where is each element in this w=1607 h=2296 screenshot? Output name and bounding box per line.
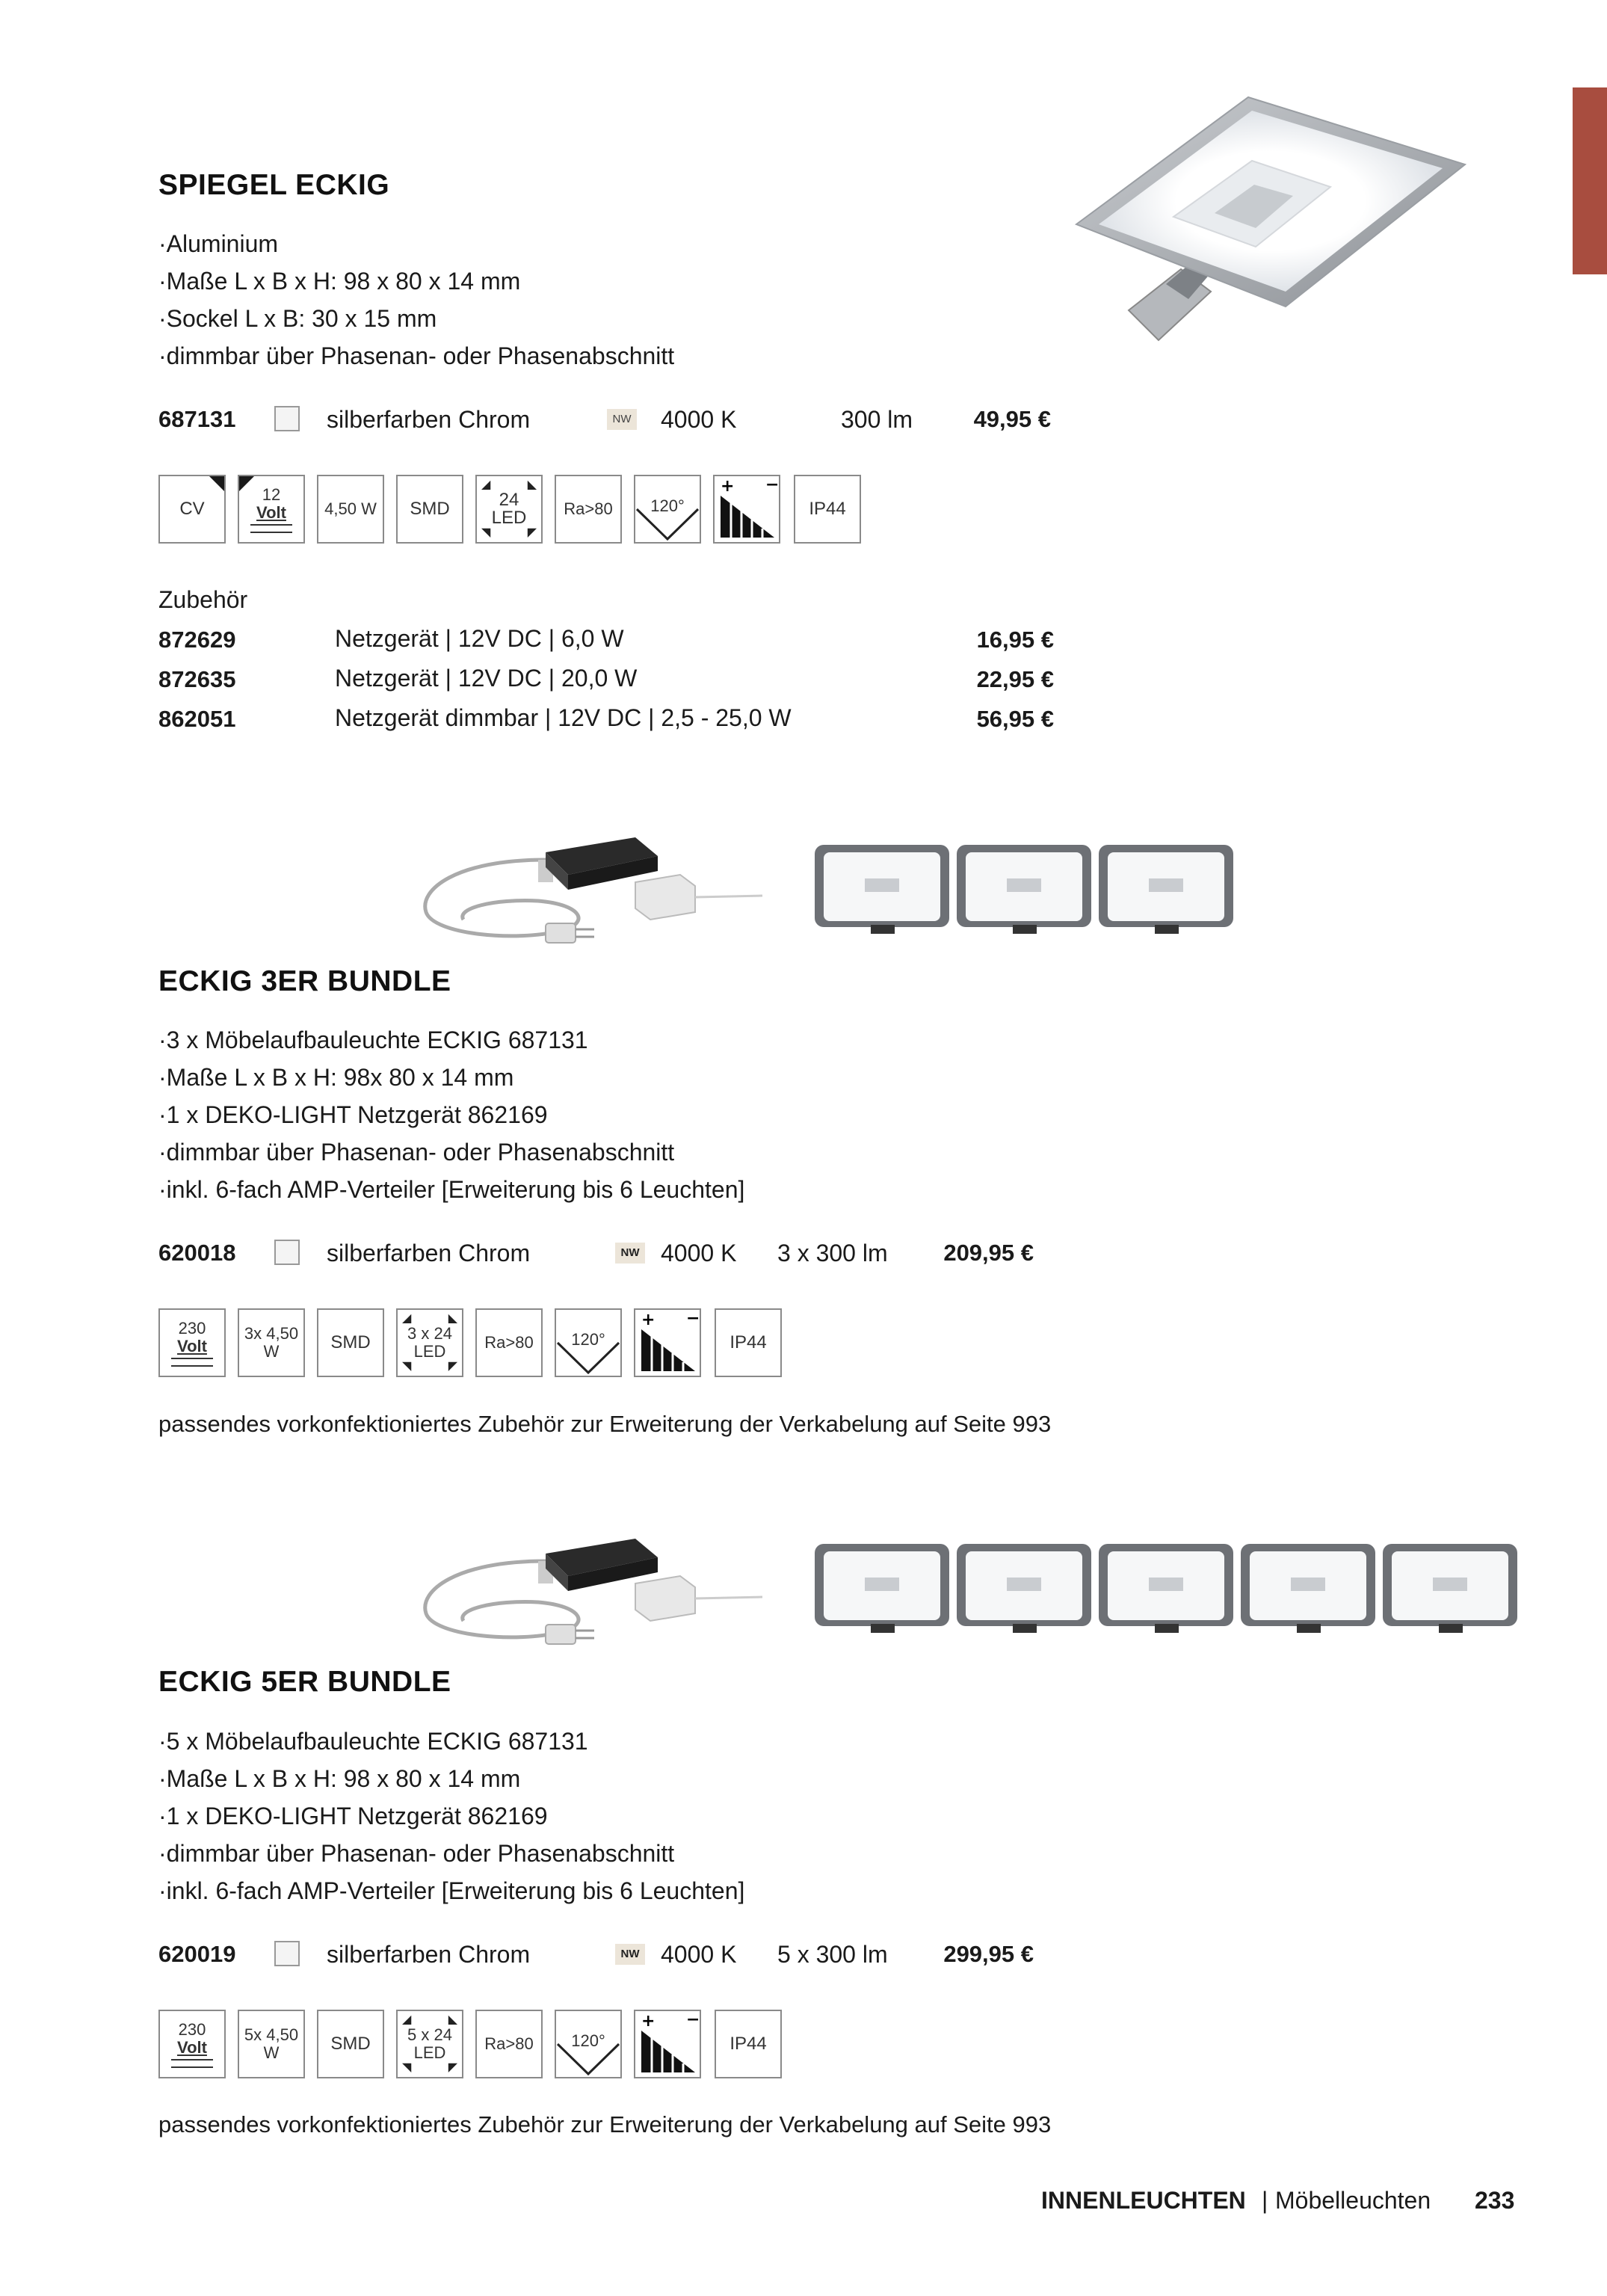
led-count-icon: ◢ ◣ ◥ ◤ 24 LED — [475, 475, 543, 544]
article-number: 620019 — [158, 1941, 236, 1967]
ip-rating-icon: IP44 — [794, 475, 861, 544]
color-temperature: 4000 K — [661, 406, 737, 433]
wattage-icon: 4,50 W — [317, 475, 384, 544]
accessory-description: Netzgerät | 12V DC | 6,0 W — [335, 625, 624, 652]
cri-icon: Ra>80 — [475, 2010, 543, 2078]
feature-item: · Maße L x B x H: 98 x 80 x 14 mm — [158, 1760, 744, 1797]
feature-item: · 1 x DEKO-LIGHT Netzgerät 862169 — [158, 1797, 744, 1835]
accessory-heading: Zubehör — [158, 586, 248, 613]
color-temperature: 4000 K — [661, 1240, 737, 1267]
voltage-icon: 230 Volt — [158, 1308, 226, 1377]
nw-badge: NW — [615, 1243, 645, 1264]
voltage-icon: 12 Volt — [238, 475, 305, 544]
section2-title: ECKIG 3ER BUNDLE — [158, 965, 451, 997]
ip-rating-icon: IP44 — [715, 2010, 782, 2078]
svg-text:+: + — [721, 477, 735, 496]
feature-item: · Sockel L x B: 30 x 15 mm — [158, 300, 674, 337]
luminous-flux: 3 x 300 lm — [777, 1240, 888, 1267]
power-supply-image — [411, 1531, 770, 1658]
cri-icon: Ra>80 — [475, 1308, 543, 1377]
page-footer — [0, 2187, 1607, 2217]
power-supply-image — [411, 830, 770, 957]
svg-text:+: + — [641, 1311, 656, 1329]
accessory-article: 862051 — [158, 706, 236, 732]
led-count-icon: ◢ ◣ ◥ ◤ 3 x 24 LED — [396, 1308, 463, 1377]
svg-text:−: − — [686, 1310, 700, 1328]
wattage-icon: 5x 4,50 W — [238, 2010, 305, 2078]
accessory-description: Netzgerät dimmbar | 12V DC | 2,5 - 25,0 W — [335, 704, 792, 731]
footer-subcategory: Möbelleuchten — [1275, 2187, 1431, 2214]
color-swatch — [274, 406, 300, 431]
accessory-description: Netzgerät | 12V DC | 20,0 W — [335, 665, 638, 692]
feature-item: · Maße L x B x H: 98x 80 x 14 mm — [158, 1059, 744, 1096]
dimmable-icon — [634, 1308, 701, 1377]
ip-rating-icon: IP44 — [715, 1308, 782, 1377]
smd-icon: SMD — [317, 2010, 384, 2078]
svg-text:−: − — [765, 476, 779, 494]
section3-feature-list — [158, 1723, 744, 1909]
feature-item: · Maße L x B x H: 98 x 80 x 14 mm — [158, 262, 674, 300]
section3-title: ECKIG 5ER BUNDLE — [158, 1666, 451, 1698]
price: 209,95 € — [943, 1240, 1034, 1266]
feature-item: · dimmbar über Phasenan- oder Phasenabschnitt — [158, 1133, 744, 1171]
feature-item: · 1 x DEKO-LIGHT Netzgerät 862169 — [158, 1096, 744, 1133]
price: 49,95 € — [973, 406, 1051, 432]
accessory-price: 16,95 € — [976, 627, 1054, 653]
chapter-tab — [1573, 87, 1607, 274]
color-name: silberfarben Chrom — [327, 1941, 531, 1968]
beam-angle-icon: 120° — [555, 1308, 622, 1377]
accessory-article: 872629 — [158, 627, 236, 653]
section1-title: SPIEGEL ECKIG — [158, 169, 390, 201]
color-temperature: 4000 K — [661, 1941, 737, 1968]
feature-item: · 3 x Möbelaufbauleuchte ECKIG 687131 — [158, 1021, 744, 1059]
accessory-note: passendes vorkonfektioniertes Zubehör zur Erweiterung der Verkabelung auf Seite 993 — [158, 1411, 1052, 1437]
page-number: 233 — [1475, 2187, 1515, 2214]
cv-icon: CV — [158, 475, 226, 544]
dimmable-icon — [634, 2010, 701, 2078]
svg-text:−: − — [686, 2011, 700, 2029]
color-name: silberfarben Chrom — [327, 1240, 531, 1267]
section2-feature-list — [158, 1021, 744, 1208]
accessory-price: 56,95 € — [976, 706, 1054, 732]
price: 299,95 € — [943, 1941, 1034, 1967]
footer-category: INNENLEUCHTEN — [1041, 2187, 1246, 2214]
product-image-spiegel-eckig — [1061, 82, 1480, 366]
smd-icon: SMD — [396, 475, 463, 544]
luminaire-row-3 — [811, 841, 1252, 938]
color-swatch — [274, 1941, 300, 1966]
footer-separator: | — [1262, 2187, 1268, 2214]
accessory-note: passendes vorkonfektioniertes Zubehör zur Erweiterung der Verkabelung auf Seite 993 — [158, 2111, 1052, 2138]
section1-feature-list — [158, 225, 674, 375]
nw-badge: NW — [615, 1944, 645, 1965]
led-count-icon: ◢ ◣ ◥ ◤ 5 x 24 LED — [396, 2010, 463, 2078]
dimmable-icon — [713, 475, 780, 544]
feature-item: · inkl. 6-fach AMP-Verteiler [Erweiterung bis 6 Leuchten] — [158, 1171, 744, 1208]
svg-text:+: + — [641, 2012, 656, 2031]
accessory-article: 872635 — [158, 666, 236, 692]
cri-icon: Ra>80 — [555, 475, 622, 544]
color-name: silberfarben Chrom — [327, 406, 531, 433]
feature-item: · inkl. 6-fach AMP-Verteiler [Erweiterung bis 6 Leuchten] — [158, 1872, 744, 1909]
luminaire-row-5 — [811, 1540, 1529, 1637]
beam-angle-icon: 120° — [634, 475, 701, 544]
voltage-icon: 230 Volt — [158, 2010, 226, 2078]
feature-item: · dimmbar über Phasenan- oder Phasenabschnitt — [158, 1835, 744, 1872]
color-swatch — [274, 1240, 300, 1265]
beam-angle-icon: 120° — [555, 2010, 622, 2078]
luminous-flux: 5 x 300 lm — [777, 1941, 888, 1968]
feature-item: · Aluminium — [158, 225, 674, 262]
feature-item: · dimmbar über Phasenan- oder Phasenabschnitt — [158, 337, 674, 375]
nw-badge: NW — [607, 409, 637, 430]
article-number: 620018 — [158, 1240, 236, 1266]
luminous-flux: 300 lm — [841, 406, 913, 433]
accessory-price: 22,95 € — [976, 666, 1054, 692]
wattage-icon: 3x 4,50 W — [238, 1308, 305, 1377]
smd-icon: SMD — [317, 1308, 384, 1377]
article-number: 687131 — [158, 406, 236, 432]
feature-item: · 5 x Möbelaufbauleuchte ECKIG 687131 — [158, 1723, 744, 1760]
